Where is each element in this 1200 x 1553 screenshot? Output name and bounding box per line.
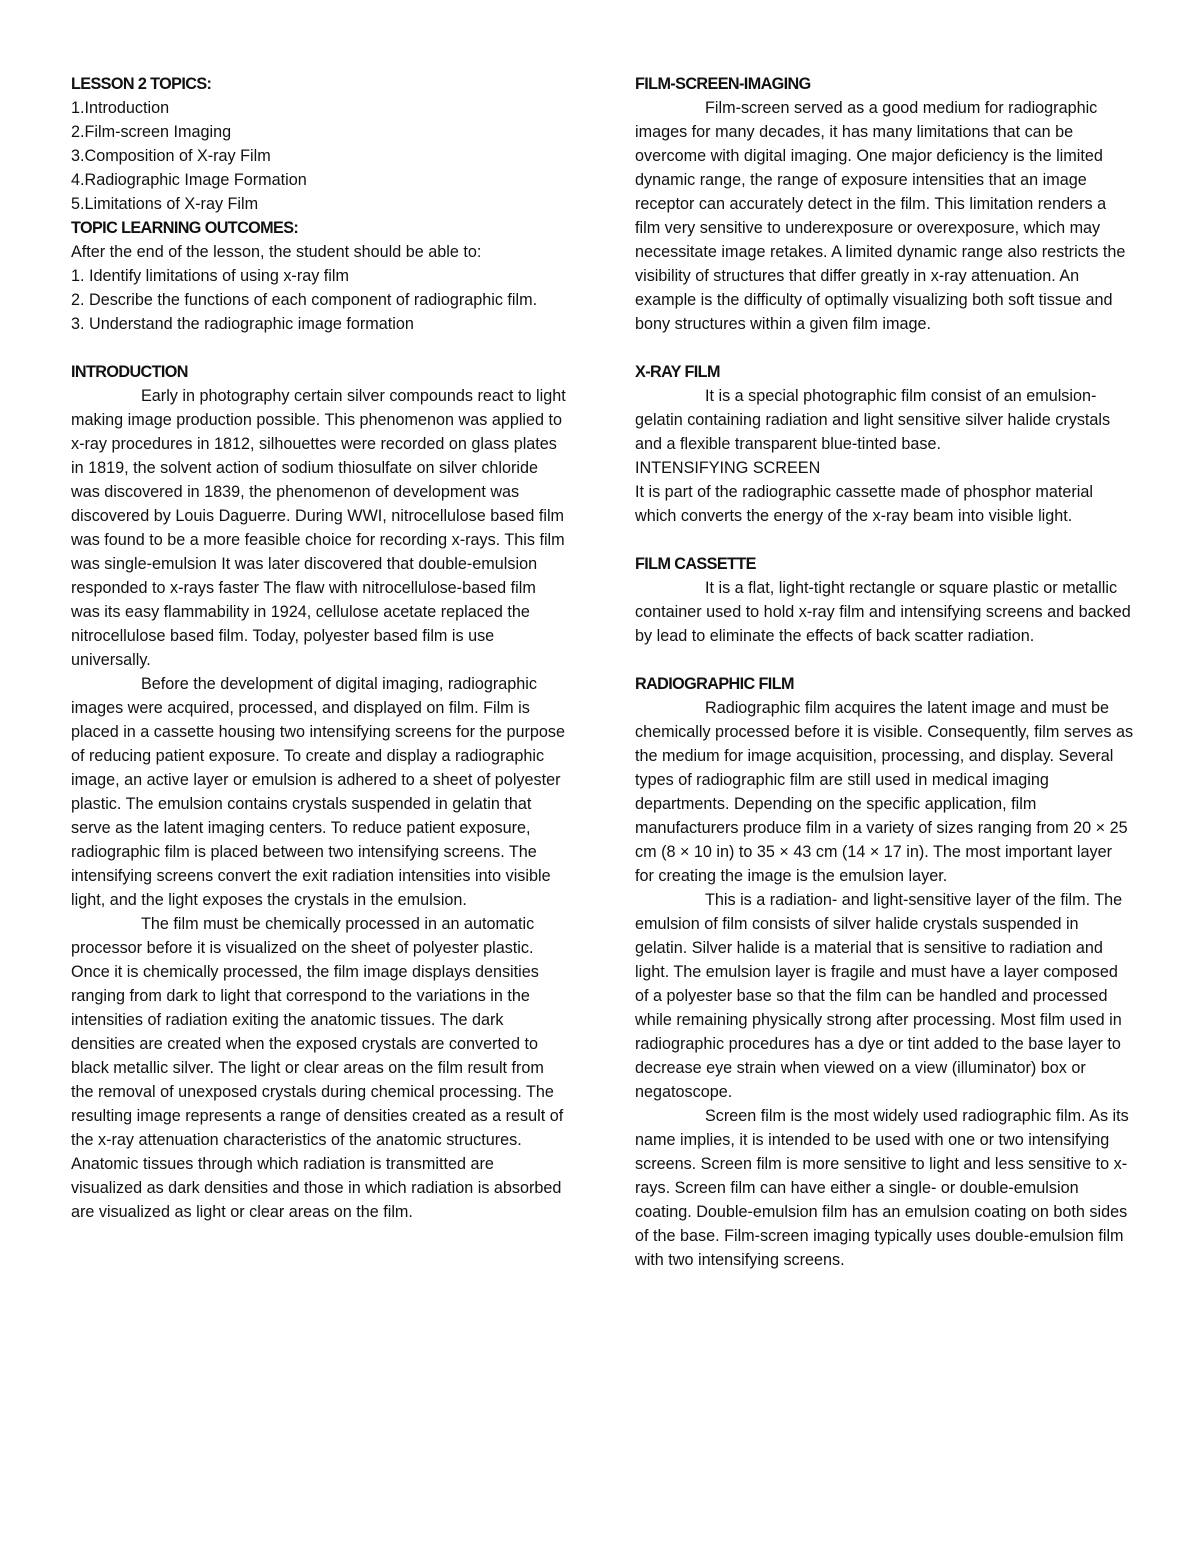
outcome-item: 1. Identify limitations of using x-ray film [71,267,349,285]
topic-item: 1.Introduction [71,99,170,117]
introduction-paragraph: Before the development of digital imaging, radiographic images were acquired, processed, and displayed on film. Film is placed in a cassette housing two intensifying screens for the purpose of reducing patient exposure. To create and display a radiographic image, an active layer or emulsion is adhered to a sheet of polyester plastic. The emulsion contains crystals suspended in gelatin that serve as the latent imaging centers. To reduce patient exposure, radiographic film is placed between two intensifying screens. The intensifying screens convert the exit radiation intensities into visible light, and the light exposes the crystals in the emulsion. [71,675,566,909]
topic-item: 4.Radiographic Image Formation [71,171,307,189]
introduction-paragraph: Early in photography certain silver compounds react to light making image production possible. This phenomenon was applied to x-ray procedures in 1812, silhouettes were recorded on glass plates in 1819, the solvent action of sodium thiosulfate on silver chloride was discovered in 1839, the phenomenon of development was discovered by Louis Daguerre. During WWI, nitrocellulose based film was found to be a more feasible choice for recording x-rays. This film was single-emulsion It was later discovered that double-emulsion responded to x-rays faster The flaw with nitrocellulose-based film was its easy flammability in 1924, cellulose acetate replaced the nitrocellulose based film. Today, polyester based film is use universally. [71,387,566,669]
outcome-item: 3. Understand the radiographic image formation [71,315,414,333]
xray-film-paragraph: It is a special photographic film consist of an emulsion-gelatin containing radiation and light sensitive silver halide crystals and a flexible transparent blue-tinted base. [635,387,1111,453]
introduction-paragraph: The film must be chemically processed in an automatic processor before it is visualized on the sheet of polyester plastic. Once it is chemically processed, the film image displays densities ranging from dark to light that correspond to the variations in the intensities of radiation exiting the anatomic tissues. The dark densities are created when the exposed crystals are converted to black metallic silver. The light or clear areas on the film result from the removal of unexposed crystals during chemical processing. The resulting image represents a range of densities created as a result of the x-ray attenuation characteristics of the anatomic structures. Anatomic tissues through which radiation is transmitted are visualized as dark densities and those in which radiation is absorbed are visualized as light or clear areas on the film. [71,915,564,1221]
film-cassette-heading: FILM CASSETTE [635,555,756,573]
film-screen-imaging-paragraph: Film-screen served as a good medium for radiographic images for many decades, it has many limitations that can be overcome with digital imaging. One major deficiency is the limited dynamic range, the range of exposure intensities that an image receptor can accurately detect in the film. This limitation renders a film very sensitive to underexposure or overexposure, which may necessitate image retakes. A limited dynamic range also restricts the visibility of structures that differ greatly in x-ray attenuation. An example is the difficulty of optimally visualizing both soft tissue and bony structures within a given film image. [635,99,1126,333]
topic-item: 5.Limitations of X-ray Film [71,195,259,213]
radiographic-film-heading: RADIOGRAPHIC FILM [635,675,794,693]
topic-item: 2.Film-screen Imaging [71,123,232,141]
topics-list [71,96,566,216]
radiographic-film-paragraph: Screen film is the most widely used radiographic film. As its name implies, it is intended to be used with one or two intensifying screens. Screen film is more sensitive to light and less sensitive to x-rays. Screen film can have either a single- or double-emulsion coating. Double-emulsion film has an emulsion coating on both sides of the base. Film-screen imaging typically uses double-emulsion film with two intensifying screens. [635,1107,1129,1269]
lesson-topics-heading: LESSON 2 TOPICS: [71,75,212,93]
left-column [71,72,566,1224]
film-screen-imaging-heading: FILM-SCREEN-IMAGING [635,75,811,93]
outcomes-list [71,264,566,336]
xray-film-heading: X-RAY FILM [635,363,720,381]
introduction-heading: INTRODUCTION [71,363,188,381]
film-cassette-paragraph: It is a flat, light-tight rectangle or square plastic or metallic container used to hold x-ray film and intensifying screens and backed by lead to eliminate the effects of back scatter radiation. [635,579,1131,645]
radiographic-film-paragraph: Radiographic film acquires the latent image and must be chemically processed before it is visible. Consequently, film serves as the medium for image acquisition, processing, and display. Several types of radiographic film are still used in medical imaging departments. Depending on the specific application, film manufacturers produce film in a variety of sizes ranging from 20 × 25 cm (8 × 10 in) to 35 × 43 cm (14 × 17 in). The most important layer for creating the image is the emulsion layer. [635,699,1134,885]
topic-item: 3.Composition of X-ray Film [71,147,271,165]
intensifying-screen-text: It is part of the radiographic cassette made of phosphor material which converts the energy of the x-ray beam into visible light. [635,483,1093,525]
outcomes-intro: After the end of the lesson, the student should be able to: [71,243,482,261]
right-column [635,72,1135,1272]
outcome-item: 2. Describe the functions of each component of radiographic film. [71,291,538,309]
intensifying-screen-label: INTENSIFYING SCREEN [635,459,821,477]
learning-outcomes-heading: TOPIC LEARNING OUTCOMES: [71,219,299,237]
radiographic-film-paragraph: This is a radiation- and light-sensitive layer of the film. The emulsion of film consists of silver halide crystals suspended in gelatin. Silver halide is a material that is sensitive to radiation and light. The emulsion layer is fragile and must have a layer composed of a polyester base so that the film can be handled and processed while remaining physically strong after processing. Most film used in radiographic procedures has a dye or tint added to the base layer to decrease eye strain when viewed on a view (illuminator) box or negatoscope. [635,891,1123,1101]
